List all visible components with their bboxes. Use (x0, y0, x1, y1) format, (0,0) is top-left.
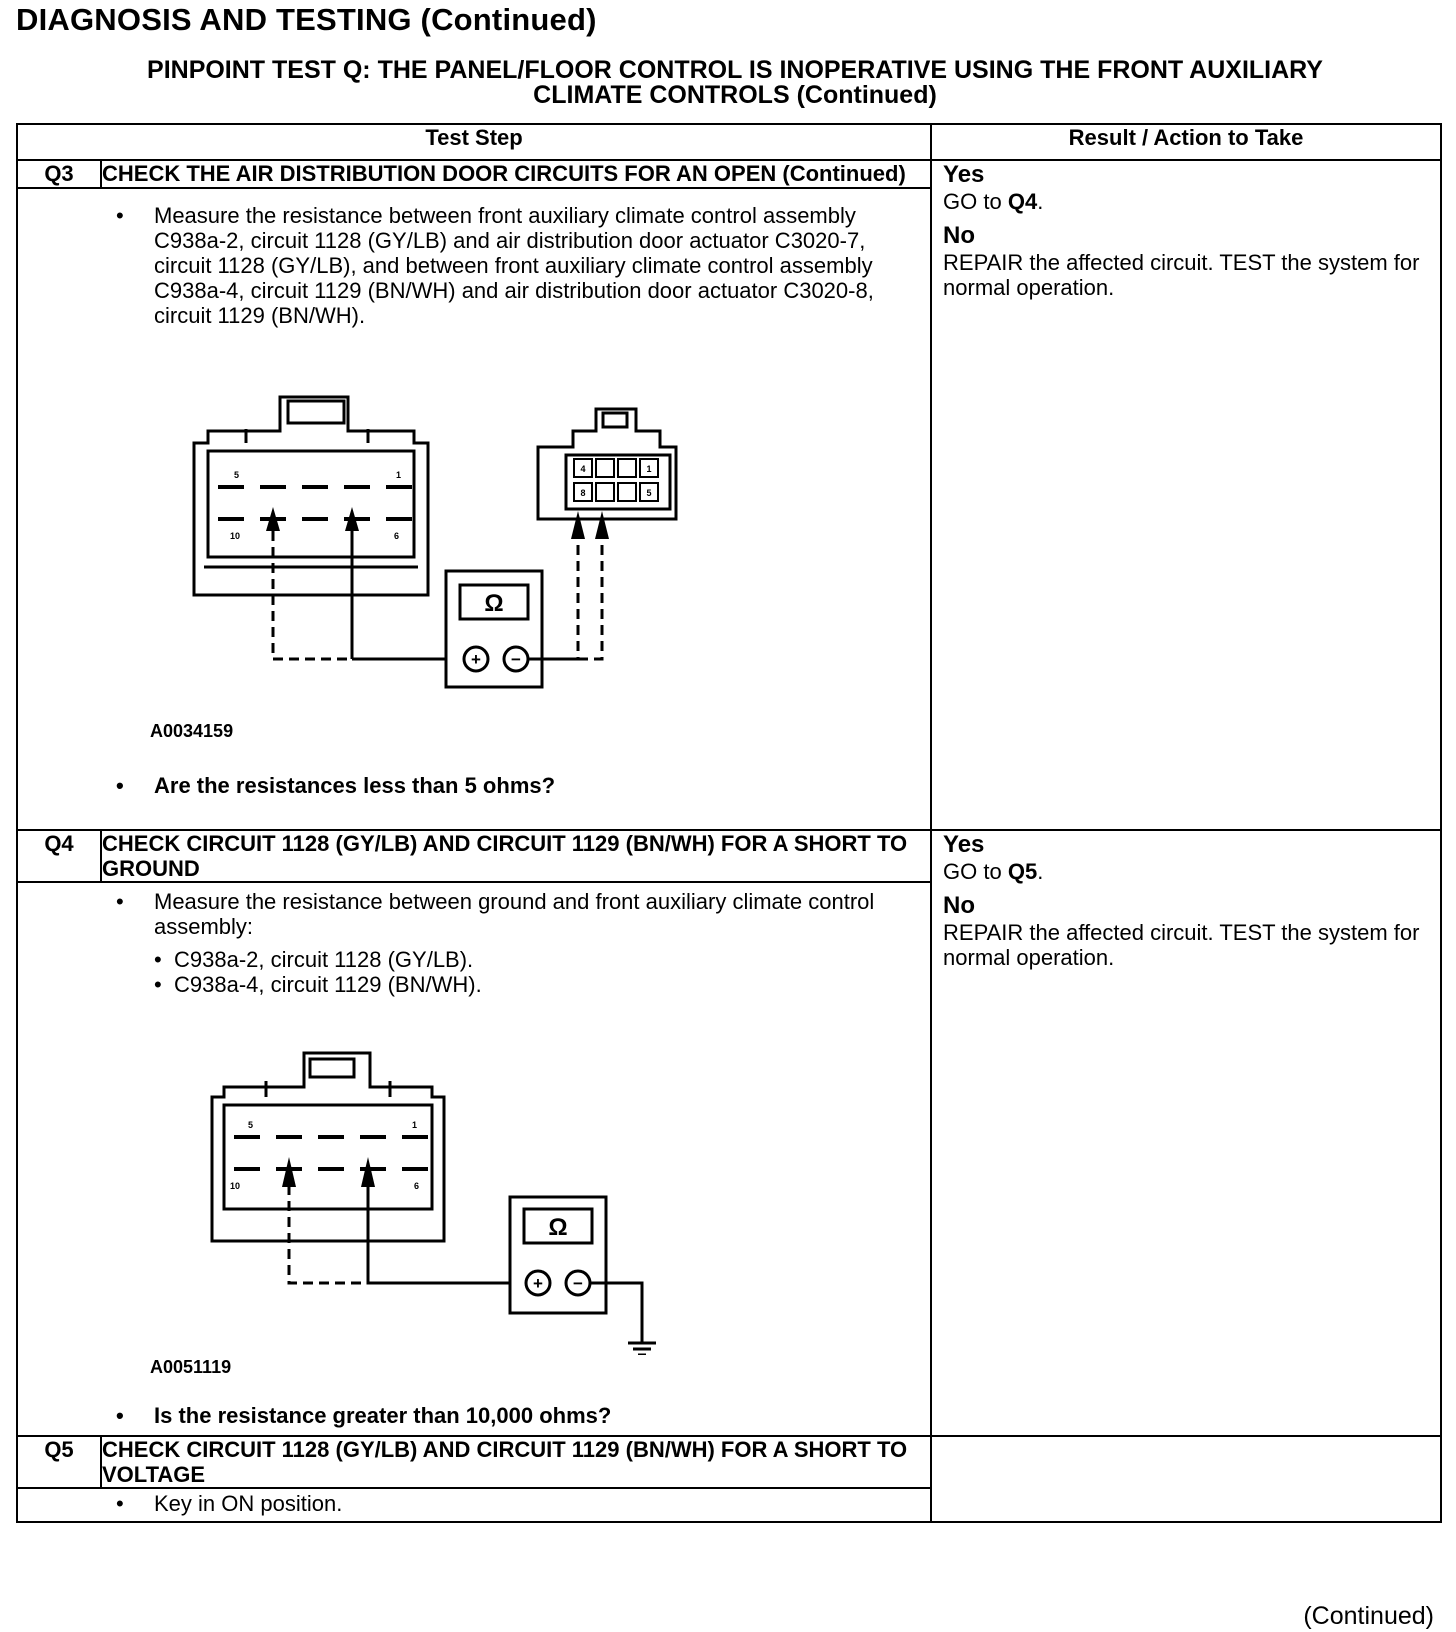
page-title: DIAGNOSIS AND TESTING (Continued) (16, 2, 597, 37)
table-header-row (17, 124, 1441, 160)
step-instruction: • Key in ON position. (18, 1491, 930, 1516)
list-item: • C938a-2, circuit 1128 (GY/LB). (154, 947, 930, 972)
connector-c938a-icon (212, 1053, 444, 1241)
step-q4-result (931, 830, 1441, 1436)
ohmmeter-icon (446, 571, 542, 687)
step-q3-result (931, 160, 1441, 830)
yes-target: Q4 (1007, 189, 1038, 214)
test-step-header: Test Step (17, 124, 931, 160)
plus-terminal: + (471, 650, 481, 669)
step-q4-body (17, 882, 931, 1436)
step-title: CHECK CIRCUIT 1128 (GY/LB) AND CIRCUIT 1129 (BN/WH) FOR A SHORT TO GROUND (101, 830, 931, 882)
step-instruction: • Measure the resistance between front auxiliary climate control assembly C938a-2, circuit 1128 (GY/LB) and air distribution door actuator C3020-7, circuit 1128 (GY/LB), and between front auxiliary climate control assembly C938a-4, circuit 1129 (BN/WH) and air distribution door actuator C3020-8, circuit 1129 (BN/WH). (18, 203, 930, 328)
step-question: • Are the resistances less than 5 ohms? (18, 773, 930, 798)
yes-action: GO to Q4. (943, 189, 1044, 214)
minus-terminal: − (511, 650, 521, 669)
ohm-symbol: Ω (484, 590, 504, 617)
pin-label-10: 10 (230, 1181, 241, 1191)
step-q3-title-row (17, 160, 1441, 188)
sub-item-list (18, 947, 930, 997)
step-title: CHECK CIRCUIT 1128 (GY/LB) AND CIRCUIT 1129 (BN/WH) FOR A SHORT TO VOLTAGE (101, 1436, 931, 1488)
connector-c938a-icon (194, 397, 428, 595)
figure-id: A0034159 (150, 721, 234, 741)
pin-label-4: 4 (580, 464, 586, 474)
pin-label-10: 10 (230, 531, 241, 541)
minus-terminal: − (573, 1274, 583, 1293)
pin-label-5: 5 (248, 1120, 254, 1130)
step-title: CHECK THE AIR DISTRIBUTION DOOR CIRCUITS FOR AN OPEN (Continued) (101, 160, 931, 188)
pin-label-6: 6 (394, 531, 400, 541)
step-id: Q3 (17, 160, 101, 188)
step-id: Q4 (17, 830, 101, 882)
pin-label-1: 1 (412, 1120, 418, 1130)
pin-label-6: 6 (414, 1181, 420, 1191)
pinpoint-test-table (16, 123, 1442, 1523)
step-q5-result (931, 1436, 1441, 1522)
step-question: • Is the resistance greater than 10,000 ohms? (18, 1403, 930, 1428)
subtitle-line-2: CLIMATE CONTROLS (Continued) (533, 81, 937, 109)
plus-terminal: + (533, 1274, 543, 1293)
no-action: REPAIR the affected circuit. TEST the system for normal operation. (943, 920, 1420, 970)
step-q3-body (17, 188, 931, 830)
yes-label: Yes (943, 161, 985, 188)
q3-wiring-diagram (18, 389, 932, 709)
step-q5-body (17, 1488, 931, 1522)
no-label: No (943, 222, 976, 249)
no-label: No (943, 892, 976, 919)
step-instruction: • Measure the resistance between ground and front auxiliary climate control assembly: (18, 889, 930, 939)
pin-label-1: 1 (396, 470, 402, 480)
continued-label: (Continued) (1303, 1602, 1434, 1630)
yes-action: GO to Q5. (943, 859, 1044, 884)
q4-wiring-diagram (18, 1045, 932, 1355)
page-subtitle (40, 58, 1430, 108)
pin-label-1b: 1 (646, 464, 652, 474)
yes-target: Q5 (1007, 859, 1038, 884)
step-q5-title-row (17, 1436, 1441, 1488)
result-header: Result / Action to Take (931, 124, 1441, 160)
subtitle-line-1: PINPOINT TEST Q: THE PANEL/FLOOR CONTROL IS INOPERATIVE USING THE FRONT AUXILIARY (147, 56, 1323, 84)
list-item: • C938a-4, circuit 1129 (BN/WH). (154, 972, 930, 997)
pin-label-5: 5 (234, 470, 240, 480)
yes-label: Yes (943, 831, 985, 858)
step-q4-title-row (17, 830, 1441, 882)
ohm-symbol: Ω (548, 1214, 568, 1241)
figure-id: A0051119 (150, 1357, 232, 1377)
step-id: Q5 (17, 1436, 101, 1488)
pin-label-8: 8 (580, 488, 586, 498)
no-action: REPAIR the affected circuit. TEST the system for normal operation. (943, 250, 1420, 300)
pin-label-5b: 5 (646, 488, 652, 498)
